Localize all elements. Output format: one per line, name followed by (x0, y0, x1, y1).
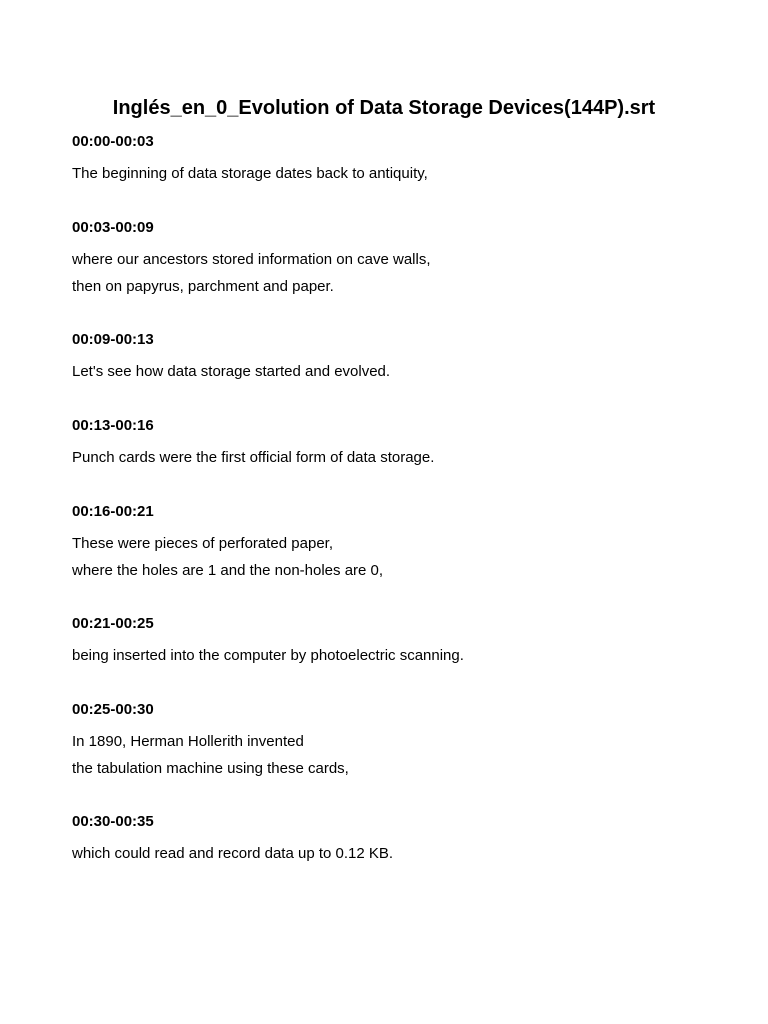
subtitle-entry (72, 810, 712, 867)
subtitle-entry (72, 612, 712, 669)
subtitle-timecode: 00:25-00:30 (72, 701, 154, 718)
subtitle-line: where the holes are 1 and the non-holes are 0, (72, 562, 384, 579)
subtitle-timecode: 00:21-00:25 (72, 615, 154, 632)
subtitle-line: being inserted into the computer by photoelectric scanning. (72, 647, 464, 664)
document-title: Inglés_en_0_Evolution of Data Storage Devices(144P).srt (112, 97, 656, 119)
subtitle-line: Punch cards were the first official form of data storage. (72, 449, 435, 466)
subtitle-line: then on papyrus, parchment and paper. (72, 278, 334, 295)
subtitle-timecode: 00:03-00:09 (72, 219, 154, 236)
subtitle-line: The beginning of data storage dates back to antiquity, (72, 165, 428, 182)
subtitle-line: the tabulation machine using these cards, (72, 760, 349, 777)
subtitle-line: Let's see how data storage started and evolved. (72, 363, 391, 380)
subtitle-line: In 1890, Herman Hollerith invented (72, 733, 304, 750)
subtitle-timecode: 00:09-00:13 (72, 331, 154, 348)
subtitle-entry (72, 216, 712, 300)
subtitle-entry (72, 500, 712, 584)
subtitle-entry (72, 130, 712, 187)
subtitle-timecode: 00:16-00:21 (72, 503, 154, 520)
subtitle-entry (72, 698, 712, 782)
subtitle-timecode: 00:30-00:35 (72, 813, 154, 830)
subtitle-entry (72, 328, 712, 385)
subtitle-timecode: 00:00-00:03 (72, 133, 154, 150)
subtitle-timecode: 00:13-00:16 (72, 417, 154, 434)
subtitle-line: which could read and record data up to 0.12 KB. (72, 845, 394, 862)
subtitle-line: These were pieces of perforated paper, (72, 535, 333, 552)
subtitle-entry (72, 414, 712, 471)
subtitle-line: where our ancestors stored information on cave walls, (72, 251, 431, 268)
